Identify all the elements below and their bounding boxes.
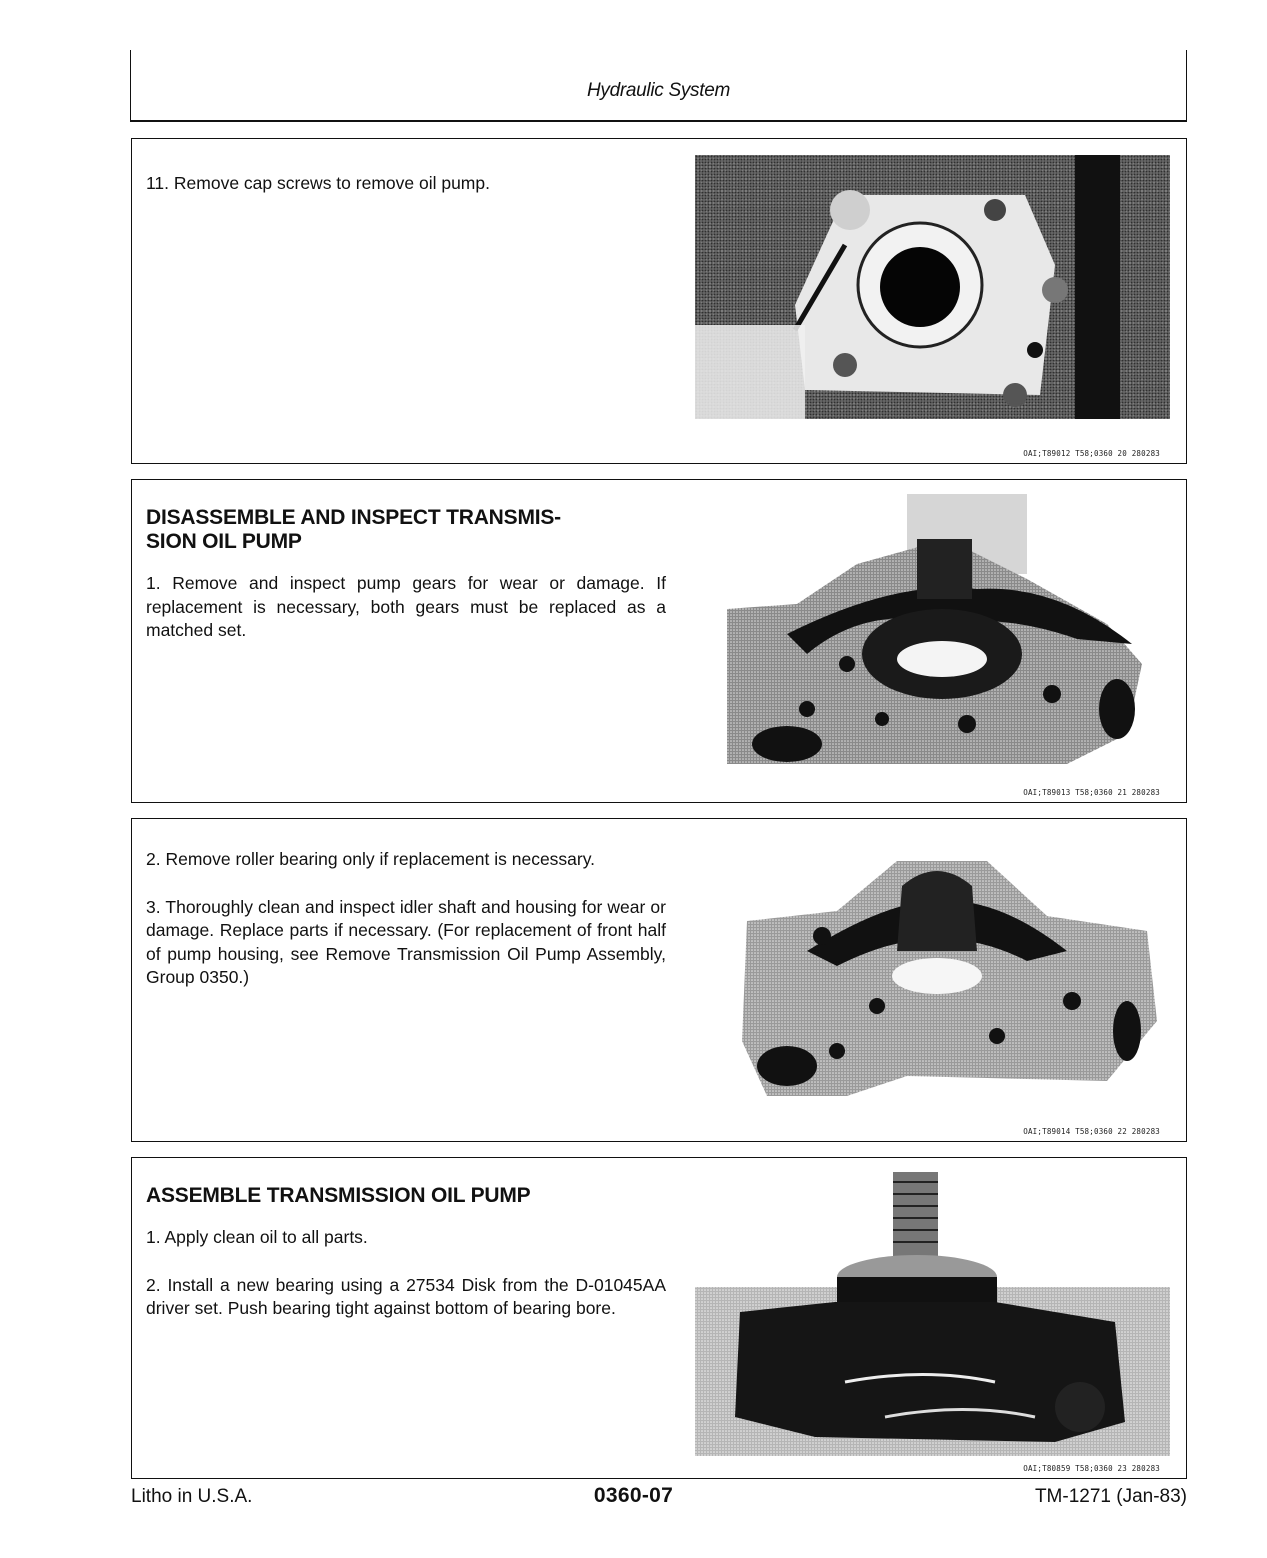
section-heading: ASSEMBLE TRANSMISSION OIL PUMP bbox=[146, 1184, 531, 1207]
section-assemble-oil-pump bbox=[131, 1157, 1187, 1479]
pump-gears-photo bbox=[727, 494, 1167, 764]
image-reference-code: OAI;T89012 T58;0360 20 280283 bbox=[1023, 449, 1160, 458]
image-reference-code: OAI;T80859 T58;0360 23 280283 bbox=[1023, 1464, 1160, 1473]
section-bearing-housing bbox=[131, 818, 1187, 1142]
step-1: 1. Apply clean oil to all parts. bbox=[146, 1227, 368, 1247]
page-header bbox=[130, 50, 1187, 122]
section-text bbox=[146, 172, 666, 211]
page-header-title: Hydraulic System bbox=[586, 80, 731, 101]
footer-manual-id: TM-1271 (Jan-83) bbox=[1034, 1486, 1187, 1507]
section-text bbox=[146, 848, 666, 1005]
section-heading: DISASSEMBLE AND INSPECT TRANSMIS- SION OIL PUMP bbox=[146, 506, 561, 553]
oil-pump-mounted-photo bbox=[695, 155, 1170, 419]
footer-litho: Litho in U.S.A. bbox=[131, 1486, 253, 1507]
section-disassemble-inspect bbox=[131, 479, 1187, 803]
bearing-driver-photo bbox=[695, 1172, 1170, 1456]
pump-housing-photo bbox=[727, 841, 1167, 1111]
step-3: 3. Thoroughly clean and inspect idler shaft and housing for wear or damage. Replace parts if necessary. (For replacement of front half of pump housing, see Remove Transmission Oil Pump Assembly, Group 0350.) bbox=[146, 896, 666, 987]
image-reference-code: OAI;T89014 T58;0360 22 280283 bbox=[1023, 1127, 1160, 1136]
step-2: 2. Install a new bearing using a 27534 Disk from the D-01045AA driver set. Push bearing tight against bottom of bearing bore. bbox=[146, 1274, 666, 1318]
section-remove-oil-pump bbox=[131, 138, 1187, 464]
step-2: 2. Remove roller bearing only if replacement is necessary. bbox=[146, 849, 596, 869]
step-11: 11. Remove cap screws to remove oil pump. bbox=[146, 173, 490, 193]
section-text bbox=[146, 506, 666, 658]
step-1: 1. Remove and inspect pump gears for wear or damage. If replacement is necessary, both gears must be replaced as a matched set. bbox=[146, 573, 666, 640]
page-number: 0360-07 bbox=[593, 1484, 674, 1507]
image-reference-code: OAI;T89013 T58;0360 21 280283 bbox=[1023, 788, 1160, 797]
section-text bbox=[146, 1184, 666, 1336]
